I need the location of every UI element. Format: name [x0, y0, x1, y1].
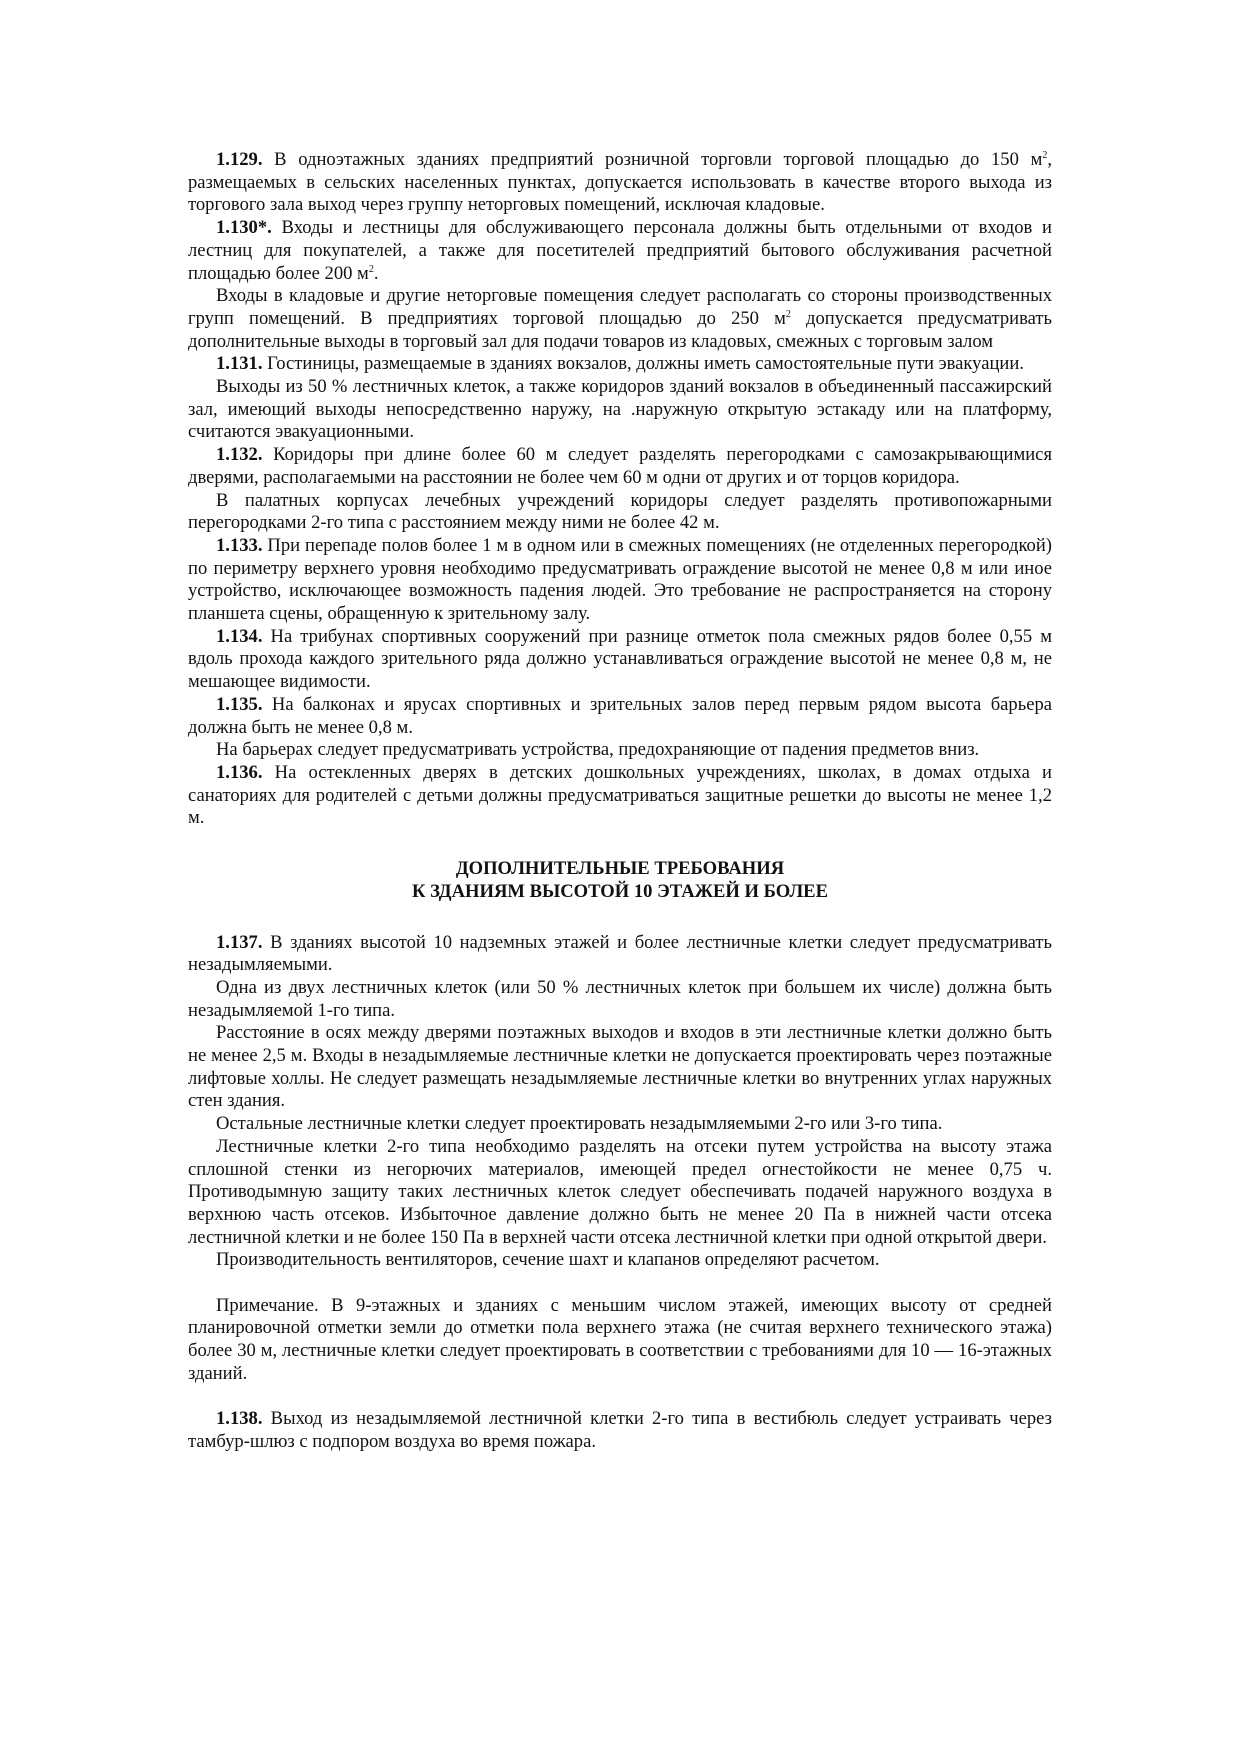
paragraph-1-135	[188, 694, 1052, 739]
note-text: Примечание. В 9-этажных и зданиях с меньшим числом этажей, имеющих высоту от средней планировочной отметки земли до отметки пола верхнего этажа (не считая верхнего технического этажа) более 30 м, лестничные клетки следует проектировать в соответствии с требованиями для 10 — 16-этажных зданий.	[188, 1294, 1052, 1384]
section-heading	[188, 858, 1052, 903]
clause-number: 1.137.	[216, 931, 263, 953]
paragraph-text: Одна из двух лестничных клеток (или 50 % лестничных клеток при большем их числе) должна быть незадымляемой 1-го типа.	[188, 976, 1052, 1021]
paragraph-other-stairwells	[188, 1113, 1052, 1136]
section-1	[188, 149, 1052, 830]
paragraph-1-134	[188, 626, 1052, 694]
paragraph-1-132	[188, 444, 1052, 489]
paragraph-text: Остальные лестничные клетки следует проектировать незадымляемыми 2-го или 3-го типа.	[216, 1113, 943, 1135]
paragraph-door-distance	[188, 1022, 1052, 1113]
paragraph-text: допускается предусматривать дополнительные выходы в торговый зал для подачи товаров из кладовых, смежных с торговым залом	[188, 307, 1052, 352]
paragraph-text: Выход из незадымляемой лестничной клетки 2-го типа в вестибюль следует устраивать через тамбур-шлюз с подпором воздуха во время пожара.	[188, 1408, 1052, 1452]
heading-line-2: К ЗДАНИЯМ ВЫСОТОЙ 10 ЭТАЖЕЙ И БОЛЕЕ	[412, 880, 828, 902]
paragraph-text: .	[373, 262, 379, 284]
paragraph-1-136	[188, 762, 1052, 830]
paragraph-1-130	[188, 217, 1052, 285]
heading-line-1: ДОПОЛНИТЕЛЬНЫЕ ТРЕБОВАНИЯ	[455, 858, 785, 880]
paragraph-text: Расстояние в осях между дверями поэтажных выходов и входов в эти лестничные клетки должно быть не менее 2,5 м. Входы в незадымляемые лестничные клетки не допускается проектировать через поэтажные лифтовые холлы. Не следует размещать незадымляемые лестничные клетки во внутренних углах наружных стен здания.	[188, 1022, 1052, 1112]
paragraph-text: , размещаемых в сельских населенных пунктах, допускается использовать в качестве второго выхода из торгового зала выход через группу неторговых помещений, исключая кладовые.	[188, 149, 1052, 216]
paragraph-text: На трибунах спортивных сооружений при разнице отметок пола смежных рядов более 0,55 м вдоль прохода каждого зрительного ряда должно устанавливаться ограждение высотой не менее 0,8 м, не мешающее видимости.	[188, 625, 1052, 693]
paragraph-type2-stairwells	[188, 1136, 1052, 1250]
paragraph-text: На остекленных дверях в детских дошкольных учреждениях, школах, в домах отдыха и санаториях для родителей с детьми должны предусматриваться защитные решетки до высоты не менее 1,2 м.	[188, 761, 1052, 829]
clause-number: 1.130*.	[216, 217, 272, 239]
paragraph-text: При перепаде полов более 1 м в одном или в смежных помещениях (не отделенных перегородкой) по периметру верхнего уровня необходимо предусматривать ограждение высотой не менее 0,8 м или иное устройство, исключающее возможность падения людей. Это требование не распространяется на сторону планшета сцены, обращенную к зрительному залу.	[188, 534, 1052, 625]
superscript: 2	[785, 308, 791, 320]
clause-number: 1.129.	[216, 149, 263, 170]
paragraph-hospital-corridors	[188, 490, 1052, 535]
clause-number: 1.136.	[216, 761, 263, 783]
paragraph-text: Лестничные клетки 2-го типа необходимо разделять на отсеки путем устройства на высоту этажа сплошной стенки из негорючих материалов, имеющей предел огнестойкости не менее 0,75 ч. Противодымную защиту таких лестничных клеток следует обеспечивать подачей наружного воздуха в верхнюю часть отсеков. Избыточное давление должно быть не менее 20 Па в нижней части отсека лестничной клетки и не более 150 Па в верхней части отсека лестничной клетки при одной открытой двери.	[188, 1135, 1052, 1248]
paragraph-text: В одноэтажных зданиях предприятий розничной торговли торговой площадью до 150 м	[262, 149, 1043, 170]
spacer	[188, 1386, 1052, 1409]
paragraph-station-exits	[188, 376, 1052, 444]
paragraph-fan-capacity	[188, 1249, 1052, 1272]
paragraph-text: Коридоры при длине более 60 м следует разделять перегородками с самозакрывающимися дверями, располагаемыми на расстоянии не более чем 60 м одни от других и от торцов коридора.	[188, 444, 1052, 488]
spacer	[188, 1272, 1052, 1295]
clause-number: 1.132.	[216, 444, 263, 466]
paragraph-1-129	[188, 149, 1052, 217]
paragraph-1-131	[188, 353, 1052, 376]
paragraph-text: На барьерах следует предусматривать устройства, предохраняющие от падения предметов вниз.	[216, 739, 980, 761]
superscript: 2	[368, 263, 374, 275]
note-paragraph	[188, 1295, 1052, 1386]
clause-number: 1.134.	[216, 625, 263, 647]
paragraph-smokeproof-type1	[188, 977, 1052, 1022]
paragraph-1-137	[188, 932, 1052, 977]
clause-number: 1.133.	[216, 534, 263, 556]
paragraph-text: Входы и лестницы для обслуживающего персонала должны быть отдельными от входов и лестниц для покупателей, а также для посетителей предприятий бытового обслуживания расчетной площадью более 200 м	[188, 217, 1052, 284]
paragraph-text: Выходы из 50 % лестничных клеток, а также коридоров зданий вокзалов в объединенный пассажирский зал, имеющий выходы непосредственно наружу, на .наружную открытую эстакаду или на платформу, считаются эвакуационными.	[188, 376, 1052, 443]
clause-number: 1.131.	[216, 353, 263, 375]
paragraph-text: В палатных корпусах лечебных учреждений коридоры следует разделять противопожарными перегородками 2-го типа с расстоянием между ними не более 42 м.	[188, 489, 1052, 534]
paragraph-text: Производительность вентиляторов, сечение шахт и клапанов определяют расчетом.	[216, 1249, 880, 1271]
superscript: 2	[1042, 149, 1048, 161]
clause-number: 1.138.	[216, 1408, 263, 1430]
section-2	[188, 932, 1052, 1273]
paragraph-text: На балконах и ярусах спортивных и зрительных залов перед первым рядом высота барьера должна быть не менее 0,8 м.	[188, 693, 1052, 738]
paragraph-barriers	[188, 739, 1052, 762]
document-page	[188, 149, 1052, 1454]
paragraph-storage-entrances	[188, 285, 1052, 353]
paragraph-text: Входы в кладовые и другие неторговые помещения следует располагать со стороны производственных групп помещений. В предприятиях торговой площадью до 250 м	[188, 285, 1052, 329]
paragraph-1-133	[188, 535, 1052, 626]
paragraph-text: В зданиях высотой 10 надземных этажей и более лестничные клетки следует предусматривать незадымляемыми.	[188, 931, 1052, 976]
paragraph-text: Гостиницы, размещаемые в зданиях вокзалов, должны иметь самостоятельные пути эвакуации.	[262, 353, 1024, 375]
paragraph-1-138	[188, 1408, 1052, 1453]
clause-number: 1.135.	[216, 693, 263, 715]
